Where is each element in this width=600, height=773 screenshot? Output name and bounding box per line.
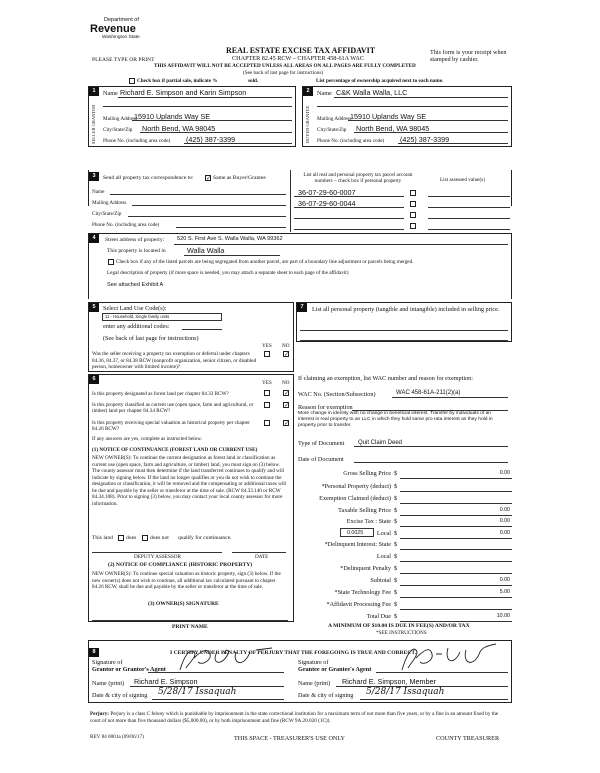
seller-address-label: Mailing Address [103, 116, 138, 122]
section5-yes-header: YES [262, 343, 272, 349]
excise-tax-local-value[interactable]: 0.00 [499, 530, 510, 536]
see-back-instructions: (See back of last page for instructions) [243, 70, 324, 76]
logo-line2: Revenue [90, 23, 136, 35]
form-subtitle: CHAPTER 82.45 RCW – CHAPTER 458-61A WAC [232, 55, 364, 62]
qualify-continuance-label: qualify for continuance. [178, 535, 232, 541]
section6-yes-header: YES [262, 380, 272, 386]
segregated-parcels-checkbox[interactable] [108, 259, 114, 265]
grantee-signature-label: Signature of [298, 659, 329, 666]
current-use-question: Is this property classified as current use (open space, farm and agricultural, or timber) land per chapter 84.34 RCW? [92, 402, 254, 415]
legal-description-label: Legal description of property (if more space is needed, you may attach a separate sheet to each page of the affidavit) [107, 270, 349, 276]
total-due-dollar: $ [394, 613, 398, 620]
grantee-name-label: Name (print) [298, 680, 331, 687]
section-3-badge: 3 [89, 172, 99, 181]
section-2-badge: 2 [303, 87, 313, 96]
grantor-signature-role: Grantor or Grantor's Agent [92, 666, 166, 673]
buyer-address-value[interactable]: 15910 Uplands Way SE [350, 112, 427, 121]
grantee-signature[interactable] [396, 642, 508, 674]
segregated-parcels-label: Check box if any of the listed parcels are being segregated from another parcel, are part of a boundary line adjustment or parcels being merged. [116, 259, 414, 265]
print-name-label: PRINT NAME [172, 624, 208, 630]
excise-tax-state-value[interactable]: 0.00 [499, 518, 510, 524]
forest-land-question: Is this property designated as forest land per chapter 84.33 RCW? [92, 391, 229, 397]
delinquent-interest-state-dollar: $ [394, 541, 398, 548]
exemption-claimed-dollar: $ [394, 495, 398, 502]
send-correspondence-label: Send all property tax correspondence to: [103, 175, 194, 181]
land-does-checkbox[interactable] [118, 535, 124, 541]
document-type-label: Type of Document [298, 440, 345, 447]
parcel-2-personal-checkbox[interactable] [410, 201, 416, 207]
form-number: REV 84 0001a (09/06/17) [90, 734, 144, 740]
personal-property-label: List all personal property (tangible and intangible) included in selling price. [312, 306, 500, 313]
perjury-text: Perjury is a class C felony which is punishable by imprisonment in the state correctional institution for a maximum term of not more than five years, or by a fine in an amount fixed by the court of not more than five thousand dollars ($5,000.00), or by both imprisonment and fine (RCW 9A.20.020 (1C)). [90, 711, 499, 724]
reason-exemption-label: Reason for exemption [298, 404, 353, 411]
seller-name-value[interactable]: Richard E. Simpson and Karin Simpson [120, 88, 247, 97]
please-type: PLEASE TYPE OR PRINT [92, 57, 155, 63]
land-does-label: does [126, 535, 137, 541]
grantee-date-city[interactable]: 5/28/17 Issaquah [366, 687, 445, 697]
land-does-not-checkbox[interactable] [142, 535, 148, 541]
taxable-selling-price-value[interactable]: 0.00 [499, 507, 510, 513]
sold-label: sold. [248, 78, 259, 84]
affidavit-processing-fee-dollar: $ [394, 601, 398, 608]
personal-property-deduct-dollar: $ [394, 483, 398, 490]
forest-land-yes[interactable] [264, 390, 270, 396]
delinquent-interest-local-label: Local [376, 553, 391, 560]
personal-property-deduct-label: *Personal Property (deduct) [321, 483, 391, 490]
historic-property-no[interactable]: ✓ [284, 420, 290, 427]
perjury-notice [90, 711, 510, 725]
historic-property-question: Is this property receiving special valuation as historical property per chapter 84.26 RCW? [92, 420, 250, 433]
subtotal-dollar: $ [394, 577, 398, 584]
local-rate-value: 0.0025 [347, 530, 364, 536]
buyer-grantee-label: BUYER GRANTEE [305, 105, 310, 143]
correspondence-city-label: City/State/Zip [92, 211, 122, 217]
grantor-signature-label: Signature of [92, 659, 123, 666]
buyer-address-label: Mailing Address [317, 116, 352, 122]
total-due-value[interactable]: 10.00 [496, 613, 510, 619]
document-type-value[interactable]: Quit Claim Deed [358, 440, 403, 446]
notice-compliance-title: (2) NOTICE OF COMPLIANCE (HISTORIC PROPERTY) [108, 562, 253, 568]
grantee-name-value[interactable]: Richard E. Simpson, Member [342, 677, 436, 686]
partial-sale-label: Check box if partial sale, indicate % [137, 78, 218, 84]
correspondence-address-label: Mailing Address [92, 200, 127, 206]
wac-number-label: WAC No. (Section/Subsection) [298, 391, 376, 398]
excise-tax-state-label: Excise Tax : State [346, 518, 391, 525]
see-instructions-note: *SEE INSTRUCTIONS [376, 630, 427, 636]
state-technology-fee-label: *State Technology Fee [334, 589, 391, 596]
section6-no-header: NO [282, 380, 290, 386]
wac-number-value[interactable]: WAC 458-61A-211(2)(a) [396, 390, 461, 396]
parcel-header: List all real and personal property tax parcel account numbers – check box if personal property [303, 172, 413, 185]
local-rate-box[interactable] [340, 528, 374, 537]
deputy-date-label: DATE [255, 554, 269, 560]
land-use-label: Select Land Use Code(s): [103, 305, 167, 312]
parcel-1-personal-checkbox[interactable] [410, 190, 416, 196]
not-accepted-notice: THIS AFFIDAVIT WILL NOT BE ACCEPTED UNLESS ALL AREAS ON ALL PAGES ARE FULLY COMPLETED [154, 63, 416, 69]
seller-address-value[interactable]: 15910 Uplands Way SE [134, 112, 211, 121]
section-1-badge: 1 [89, 87, 99, 96]
buyer-phone-value[interactable]: (425) 387-3399 [400, 135, 450, 144]
buyer-city-value[interactable]: North Bend, WA 98045 [356, 124, 430, 133]
buyer-city-label: City/State/Zip [317, 127, 347, 133]
street-address-label: Street address of property: [105, 237, 165, 243]
excise-tax-state-dollar: $ [394, 518, 398, 525]
if-any-yes-note: If any answers are yes, complete as instructed below. [92, 436, 203, 442]
dor-logo [86, 18, 154, 44]
gross-selling-price-value[interactable]: 0.00 [499, 470, 510, 476]
notice-continuance-body: NEW OWNER(S): To continue the current designation as forest land or classification as current use (open space, farm and agriculture, or timber) land, you must sign on (3) below. The county assessor must then determine if the land transferred continues to qualify and will indicate by signing below. If the land no longer qualifies or you do not wish to continue the designation or classification, it will be removed and the compensating or additional taxes will be due and payable by the seller or transferor at the time of sale. (RCW 84.33.140 or RCW 84.34.108). Prior to signing (3) below, you may contact your local county assessor for more information. [92, 455, 287, 507]
section-5-badge: 5 [89, 303, 99, 312]
logo-line1: Department of [104, 17, 139, 23]
section-8-badge: 8 [89, 648, 99, 657]
seller-phone-label: Phone No. (including area code) [103, 138, 171, 144]
receipt-note: This form is your receipt when stamped by cashier. [430, 49, 507, 64]
form-title: REAL ESTATE EXCISE TAX AFFIDAVIT [226, 46, 376, 55]
partial-sale-checkbox[interactable] [129, 78, 135, 84]
located-in-label: This property is located in [107, 248, 166, 254]
certify-statement: I CERTIFY UNDER PENALTY OF PERJURY THAT THE FOREGOING IS TRUE AND CORRECT. [170, 650, 417, 656]
state-technology-fee-dollar: $ [394, 589, 398, 596]
land-does-not-label: does not [150, 535, 169, 541]
excise-tax-local-label: Local [376, 530, 391, 537]
land-use-select[interactable] [102, 313, 222, 321]
list-percentage-note: List percentage of ownership acquired next to each name. [316, 78, 444, 84]
notice-compliance-body: NEW OWNER(S): To continue special valuation as historic property, sign (3) below. If the new owner(s) does not wish to continue, all additional tax calculated pursuant to chapter 84.26 RCW, shall be due and payable by the seller or transferor at the time of sale. [92, 571, 281, 590]
section-6-badge: 6 [89, 375, 99, 384]
grantor-date-city[interactable]: 5/28/17 Issaquah [158, 687, 237, 697]
grantor-name-label: Name (print) [92, 680, 125, 687]
notice-continuance-title: (1) NOTICE OF CONTINUANCE (FOREST LAND OR CURRENT USE) [92, 447, 258, 453]
exemption-deferral-yes[interactable] [264, 351, 270, 357]
exemption-claimed-label: Exemption Claimed (deduct) [319, 495, 391, 502]
land-use-see-back: (See back of last page for instructions) [103, 335, 199, 342]
seller-phone-value[interactable]: (425) 387-3399 [186, 135, 236, 144]
delinquent-penalty-dollar: $ [394, 565, 398, 572]
document-date-label: Date of Document [298, 456, 344, 463]
buyer-phone-label: Phone No. (including area code) [317, 138, 385, 144]
located-in-value[interactable]: Walla Walla [187, 246, 225, 255]
historic-property-yes[interactable] [264, 420, 270, 426]
correspondence-name-label: Name [92, 189, 105, 195]
this-land-label: This land [92, 535, 113, 541]
taxable-selling-price-dollar: $ [394, 507, 398, 514]
seller-city-label: City/State/Zip [103, 127, 133, 133]
excise-tax-local-dollar: $ [394, 530, 398, 537]
logo-line3: Washington State [102, 35, 140, 40]
buyer-name-label: Name [317, 90, 332, 97]
parcel-number-1[interactable]: 36-07-29-60-0007 [298, 188, 356, 197]
parcel-4-personal-checkbox[interactable] [410, 223, 416, 229]
total-due-label: Total Due [366, 613, 391, 620]
affidavit-processing-fee-label: *Affidavit Processing Fee [326, 601, 391, 608]
subtotal-value[interactable]: 0.00 [499, 577, 510, 583]
claim-exemption-label: If claiming an exemption, list WAC number and reason for exemption: [298, 375, 473, 382]
reason-exemption-value[interactable]: More change in identity with no change in beneficial interest. Transfer by individuals of an interest in real property to an LLC in which they hold same pro rata interest as they hold in property prior to transfer. [298, 411, 493, 428]
subtotal-label: Subtotal [370, 577, 391, 584]
treasurer-use-only: THIS SPACE - TREASURER'S USE ONLY [234, 735, 346, 742]
deputy-assessor-label: DEPUTY ASSESSOR [134, 554, 181, 560]
forest-land-no[interactable]: ✓ [284, 390, 290, 397]
state-technology-fee-value[interactable]: 5.00 [499, 589, 510, 595]
current-use-no[interactable]: ✓ [284, 402, 290, 409]
taxable-selling-price-label: Taxable Selling Price [338, 507, 391, 514]
same-as-buyer-checkbox[interactable]: ✓ [206, 175, 212, 182]
exemption-deferral-question: Was the seller receiving a property tax exemption or deferral under chapters 84.36, 84.37, or 84.38 RCW (nonprofit organization, senior citizen, or disabled person, homeowner with limited income)? [92, 351, 257, 370]
current-use-yes[interactable] [264, 402, 270, 408]
county-treasurer-label: COUNTY TREASURER [436, 735, 500, 742]
legal-description-value[interactable]: See attached Exhibit A [107, 282, 164, 288]
seller-city-value[interactable]: North Bend, WA 98045 [142, 124, 216, 133]
street-address-value[interactable]: 520 S. First Ave S. Walla Walla, WA 99362 [177, 236, 283, 242]
gross-selling-price-dollar: $ [394, 470, 398, 477]
exemption-deferral-no[interactable]: ✓ [284, 351, 290, 358]
gross-selling-price-label: Gross Selling Price [343, 470, 391, 477]
additional-codes-label: enter any additional codes: [103, 323, 170, 330]
land-use-selected-value: 11 - Household, Single family units [105, 314, 170, 319]
same-as-buyer-label: Same as Buyer/Grantee [213, 175, 266, 181]
seller-name-label: Name [103, 90, 118, 97]
section5-no-header: NO [282, 343, 290, 349]
section-7-badge: 7 [297, 303, 307, 312]
delinquent-penalty-label: *Delinquent Penalty [340, 565, 391, 572]
assessed-value-header: List assessed value(s) [440, 177, 485, 183]
parcel-number-2[interactable]: 36-07-29-60-0044 [298, 199, 356, 208]
seller-grantor-label: SELLER GRANTOR [91, 104, 96, 144]
correspondence-phone-label: Phone No. (including area code) [92, 222, 160, 228]
grantee-date-label: Date & city of signing [298, 692, 354, 699]
grantor-name-value[interactable]: Richard E. Simpson [134, 677, 198, 686]
buyer-name-value[interactable]: C&K Walla Walla, LLC [336, 88, 408, 97]
owner-signature-label: (3) OWNER(S) SIGNATURE [148, 601, 219, 607]
grantee-signature-role: Grantee or Grantee's Agent [298, 666, 372, 673]
delinquent-interest-state-label: *Delinquent Interest: State [324, 541, 391, 548]
parcel-3-personal-checkbox[interactable] [410, 212, 416, 218]
section-4-badge: 4 [89, 234, 99, 243]
grantor-date-label: Date & city of signing [92, 692, 148, 699]
grantor-signature[interactable] [172, 644, 282, 674]
delinquent-interest-local-dollar: $ [394, 553, 398, 560]
perjury-bold-label: Perjury: [90, 711, 110, 717]
minimum-due-notice: A MINIMUM OF $10.00 IS DUE IN FEE(S) AND/OR TAX [328, 623, 470, 629]
